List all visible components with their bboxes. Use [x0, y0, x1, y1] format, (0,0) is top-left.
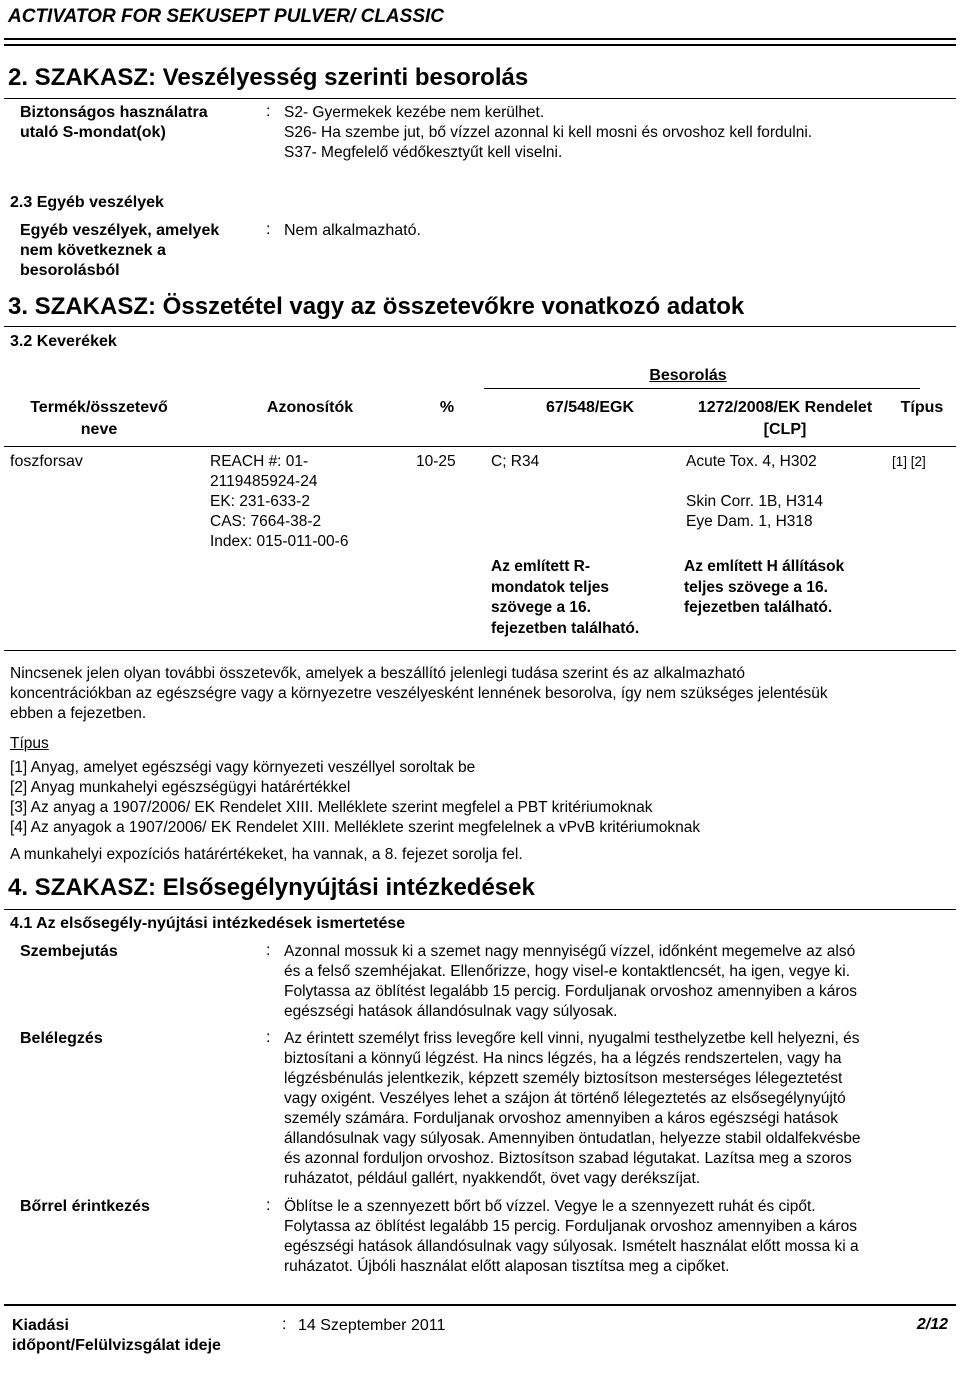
skin-contact-label: Bőrrel érintkezés — [20, 1198, 150, 1215]
document-title: ACTIVATOR FOR SEKUSEPT PULVER/ CLASSIC — [8, 6, 444, 27]
inhalation-text: Az érintett személyt friss levegőre kell vinni, nyugalmi testhelyzetbe kell helyezni, és biztosítani a könnyű légzést. Ha nincs légzés, ha a légzés rendszertelen, vagy ha légzésbénulás jelentkezik, képzett személy biztosítson mesterséges lélegeztetést vagy oxigént. Veszélyes lehet a szájon át történő lélegeztetés az elsősegélynyújtó személy számára. Forduljanak orvoshoz amennyiben a káros egészségi hatások állandósulnak vagy súlyosak. Amennyiben öntudatlan, helyezze stabil oldalfekvésbe és azonnal forduljon orvoshoz. Biztosítson szabad légutakat. Lazítsa meg a szoros ruházatot, például gallért, nyakkendőt, övet vagy derékszíjat. — [284, 1030, 861, 1187]
exposure-limits-note: A munkahelyi expozíciós határértékeket, ha vannak, a 8. fejezet sorolja fel. — [10, 846, 523, 863]
type-legend-heading: Típus — [10, 735, 49, 752]
other-hazards-label: Egyéb veszélyek, amelyek nem következnek a besorolásból — [20, 222, 220, 279]
table-header-rule — [4, 446, 956, 447]
type-legend-item: [2] Anyag munkahelyi egészségügyi határértékkel — [10, 779, 351, 796]
footer-rule — [4, 1304, 956, 1306]
skin-contact-colon: : — [266, 1197, 271, 1214]
ingredient-percent: 10-25 — [416, 453, 456, 470]
s-phrases-label: Biztonságos használatra utaló S-mondat(ok) — [20, 104, 208, 141]
other-hazards-colon: : — [266, 221, 271, 238]
section-2-heading: 2. SZAKASZ: Veszélyesség szerinti besorolás — [8, 64, 529, 91]
classification-rule — [484, 388, 920, 389]
ingredient-name: foszforsav — [10, 453, 83, 470]
page-number: 2/12 — [916, 1316, 948, 1333]
type-legend-list — [10, 758, 700, 838]
h-statements-note: Az említett H állítások teljes szövege a 16. fejezetben található. — [684, 558, 845, 616]
skin-contact-text: Öblítse le a szennyezett bőrt bő vízzel. Vegye le a szennyezett ruhát és cipőt. Folytassa az öblítést legalább 15 percig. Forduljanak orvoshoz amennyiben a káros egészségi hatások állandósulnak vagy súlyosak. Ismételt használat előtt mossa ki a ruházatot. Újbóli használat előtt alaposan tisztítsa meg a cipőket. — [284, 1198, 859, 1275]
inhalation-label: Belélegzés — [20, 1030, 103, 1047]
col-header-name: Termék/összetevő neve — [30, 399, 168, 438]
eye-contact-label: Szembejutás — [20, 943, 118, 960]
col-header-eec: 67/548/EGK — [545, 399, 635, 416]
s-phrases-colon: : — [266, 103, 271, 120]
ingredient-clp-class: Acute Tox. 4, H302 Skin Corr. 1B, H314 Eye Dam. 1, H318 — [686, 453, 823, 530]
s-phrase-line: S2- Gyermekek kezébe nem kerülhet. — [284, 104, 545, 121]
mixtures-subheading: 3.2 Keverékek — [10, 333, 117, 350]
inhalation-colon: : — [266, 1029, 271, 1046]
table-bottom-rule — [4, 650, 956, 651]
footer-colon: : — [282, 1316, 287, 1333]
col-header-ids: Azonosítók — [266, 399, 354, 416]
ingredient-type: [1] [2] — [892, 454, 926, 469]
r-phrases-note: Az említett R- mondatok teljes szövege a 16. fejezetben található. — [491, 558, 640, 637]
ingredient-eec-class: C; R34 — [491, 453, 540, 470]
section-3-heading: 3. SZAKASZ: Összetétel vagy az összetevőkre vonatkozó adatok — [8, 293, 745, 320]
header-double-rule — [4, 38, 956, 46]
s-phrase-line: S26- Ha szembe jut, bő vízzel azonnal ki kell mosni és orvoshoz kell fordulni. — [284, 124, 813, 141]
first-aid-subheading: 4.1 Az elsősegély-nyújtási intézkedések ismertetése — [10, 915, 406, 932]
s-phrases-list — [284, 103, 812, 163]
section-2-rule — [4, 98, 956, 99]
other-hazards-subheading: 2.3 Egyéb veszélyek — [10, 194, 164, 211]
section-3-rule — [4, 326, 956, 327]
col-header-clp: 1272/2008/EK Rendelet [CLP] — [697, 399, 873, 438]
col-header-type: Típus — [900, 399, 944, 416]
s-phrase-line: S37- Megfelelő védőkesztyűt kell viselni. — [284, 144, 563, 161]
footer-issue-label: Kiadási időpont/Felülvizsgálat ideje — [12, 1317, 221, 1354]
eye-contact-colon: : — [266, 942, 271, 959]
col-header-percent: % — [439, 399, 455, 416]
footer-issue-date: 14 Szeptember 2011 — [298, 1317, 446, 1334]
other-hazards-value: Nem alkalmazható. — [284, 222, 421, 239]
section-4-rule — [4, 909, 956, 910]
eye-contact-text: Azonnal mossuk ki a szemet nagy mennyiségű vízzel, időnként megemelve az alsó és a felső szemhéjakat. Ellenőrizze, hogy visel-e kontaktlencsét, ha igen, vegye ki. Folytassa az öblítést legalább 15 percig. Forduljanak orvoshoz amennyiben a káros egészségi hatások állandósulnak vagy súlyosak. — [284, 943, 857, 1020]
ingredient-identifiers: REACH #: 01- 2119485924-24 EK: 231-633-2 CAS: 7664-38-2 Index: 015-011-00-6 — [210, 453, 349, 550]
type-legend-item: [1] Anyag, amelyet egészségi vagy környezeti veszéllyel soroltak be — [10, 759, 476, 776]
type-legend-item: [3] Az anyag a 1907/2006/ EK Rendelet XIII. Melléklete szerint megfelel a PBT kritériumoknak — [10, 799, 653, 816]
section-4-heading: 4. SZAKASZ: Elsősegélynyújtási intézkedések — [8, 874, 535, 901]
non-classified-paragraph: Nincsenek jelen olyan további összetevők, amelyek a beszállító jelenlegi tudása szerint és az alkalmazható koncentrációkban az egészségre vagy a környezetre veszélyesként lennének besorolva, így nem szükséges jelentésük ebben a fejezetben. — [10, 665, 828, 722]
type-legend-item: [4] Az anyagok a 1907/2006/ EK Rendelet XIII. Melléklete szerint megfelelnek a vPvB kritériumoknak — [10, 819, 701, 836]
classification-group-header: Besorolás — [649, 367, 727, 384]
